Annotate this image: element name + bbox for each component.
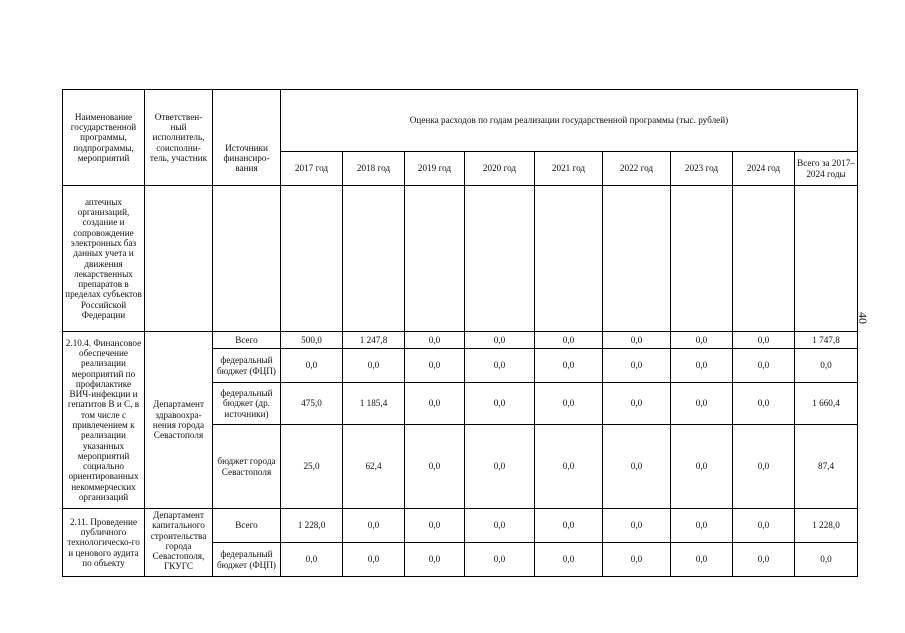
continuation-row bbox=[63, 186, 858, 332]
year-header: 2022 год bbox=[603, 152, 671, 186]
year-value: 0,0 bbox=[343, 509, 405, 543]
year-value: 0,0 bbox=[671, 332, 733, 349]
total-value: 1 228,0 bbox=[795, 509, 858, 543]
year-value: 1 228,0 bbox=[281, 509, 343, 543]
program-name: 2.10.4. Финансовое обеспечение реализации мероприятий по профилактике ВИЧ-инфекции и гепатитов В и С, в том числе с привлечением к реализации указанных мероприятий социально ориентированных некоммерческих организаций bbox=[63, 332, 145, 509]
year-value: 0,0 bbox=[671, 543, 733, 577]
year-header: 2024 год bbox=[733, 152, 795, 186]
year-value: 0,0 bbox=[535, 543, 603, 577]
year-header: 2018 год bbox=[343, 152, 405, 186]
year-header: 2020 год bbox=[465, 152, 535, 186]
year-header: 2017 год bbox=[281, 152, 343, 186]
funding-source: Всего bbox=[213, 509, 281, 543]
year-value: 1 185,4 bbox=[343, 383, 405, 425]
year-value: 0,0 bbox=[405, 383, 465, 425]
total-header: Всего за 2017–2024 годы bbox=[795, 152, 858, 186]
program-executor: Департамент здравоохра-нения города Севастополя bbox=[145, 332, 213, 509]
funding-source: федеральный бюджет (ФЦП) bbox=[213, 543, 281, 577]
total-value: 1 660,4 bbox=[795, 383, 858, 425]
year-value: 0,0 bbox=[465, 509, 535, 543]
year-value: 0,0 bbox=[733, 349, 795, 383]
year-value: 0,0 bbox=[733, 543, 795, 577]
funding-source: федеральный бюджет (ФЦП) bbox=[213, 349, 281, 383]
year-value: 0,0 bbox=[405, 509, 465, 543]
year-value: 1 247,8 bbox=[343, 332, 405, 349]
year-value: 0,0 bbox=[343, 543, 405, 577]
year-header: 2023 год bbox=[671, 152, 733, 186]
program-name: 2.11. Проведение публичного технологическо-го и ценового аудита по объекту bbox=[63, 509, 145, 577]
program-executor: Департамент капитального строительства города Севастополя, ГКУГС bbox=[145, 509, 213, 577]
year-value: 62,4 bbox=[343, 425, 405, 509]
total-value: 1 747,8 bbox=[795, 332, 858, 349]
year-value: 25,0 bbox=[281, 425, 343, 509]
year-value: 0,0 bbox=[281, 349, 343, 383]
year-value: 0,0 bbox=[405, 349, 465, 383]
header-estimate: Оценка расходов по годам реализации государственной программы (тыс. рублей) bbox=[281, 90, 858, 152]
year-value: 0,0 bbox=[603, 349, 671, 383]
total-value: 0,0 bbox=[795, 349, 858, 383]
year-value: 475,0 bbox=[281, 383, 343, 425]
table-row bbox=[63, 509, 858, 543]
year-value: 0,0 bbox=[405, 543, 465, 577]
funding-source: бюджет города Севастополя bbox=[213, 425, 281, 509]
year-value: 0,0 bbox=[733, 332, 795, 349]
year-header: 2021 год bbox=[535, 152, 603, 186]
year-value: 0,0 bbox=[535, 383, 603, 425]
total-value: 0,0 bbox=[795, 543, 858, 577]
year-value: 0,0 bbox=[733, 425, 795, 509]
year-value: 0,0 bbox=[603, 332, 671, 349]
year-value: 0,0 bbox=[671, 425, 733, 509]
total-value: 87,4 bbox=[795, 425, 858, 509]
year-value: 500,0 bbox=[281, 332, 343, 349]
header-name: Наименование государственной программы, подпрограммы, мероприятий bbox=[63, 90, 145, 186]
year-value: 0,0 bbox=[671, 509, 733, 543]
year-header: 2019 год bbox=[405, 152, 465, 186]
year-value: 0,0 bbox=[405, 332, 465, 349]
funding-source: Всего bbox=[213, 332, 281, 349]
year-value: 0,0 bbox=[603, 543, 671, 577]
year-value: 0,0 bbox=[535, 332, 603, 349]
budget-table bbox=[62, 89, 858, 577]
year-value: 0,0 bbox=[405, 425, 465, 509]
year-value: 0,0 bbox=[603, 425, 671, 509]
year-value: 0,0 bbox=[603, 509, 671, 543]
year-value: 0,0 bbox=[281, 543, 343, 577]
year-value: 0,0 bbox=[465, 543, 535, 577]
continuation-text: аптечных организаций, создание и сопровождение электронных баз данных учета и движения лекарственных препаратов в пределах субъектов Российской Федерации bbox=[63, 186, 145, 332]
year-value: 0,0 bbox=[671, 349, 733, 383]
year-value: 0,0 bbox=[733, 509, 795, 543]
year-value: 0,0 bbox=[465, 332, 535, 349]
year-value: 0,0 bbox=[733, 383, 795, 425]
year-value: 0,0 bbox=[465, 383, 535, 425]
year-value: 0,0 bbox=[465, 425, 535, 509]
year-value: 0,0 bbox=[535, 349, 603, 383]
year-value: 0,0 bbox=[603, 383, 671, 425]
header-row bbox=[63, 90, 858, 152]
year-value: 0,0 bbox=[343, 349, 405, 383]
page-number: 40 bbox=[856, 312, 870, 324]
header-sources: Источники финансиро-вания bbox=[213, 90, 281, 186]
year-value: 0,0 bbox=[465, 349, 535, 383]
header-executor: Ответствен-ный исполнитель, соисполни-тель, участник bbox=[145, 90, 213, 186]
table-row bbox=[63, 332, 858, 349]
year-value: 0,0 bbox=[671, 383, 733, 425]
year-value: 0,0 bbox=[535, 509, 603, 543]
funding-source: федеральный бюджет (др. источники) bbox=[213, 383, 281, 425]
year-value: 0,0 bbox=[535, 425, 603, 509]
